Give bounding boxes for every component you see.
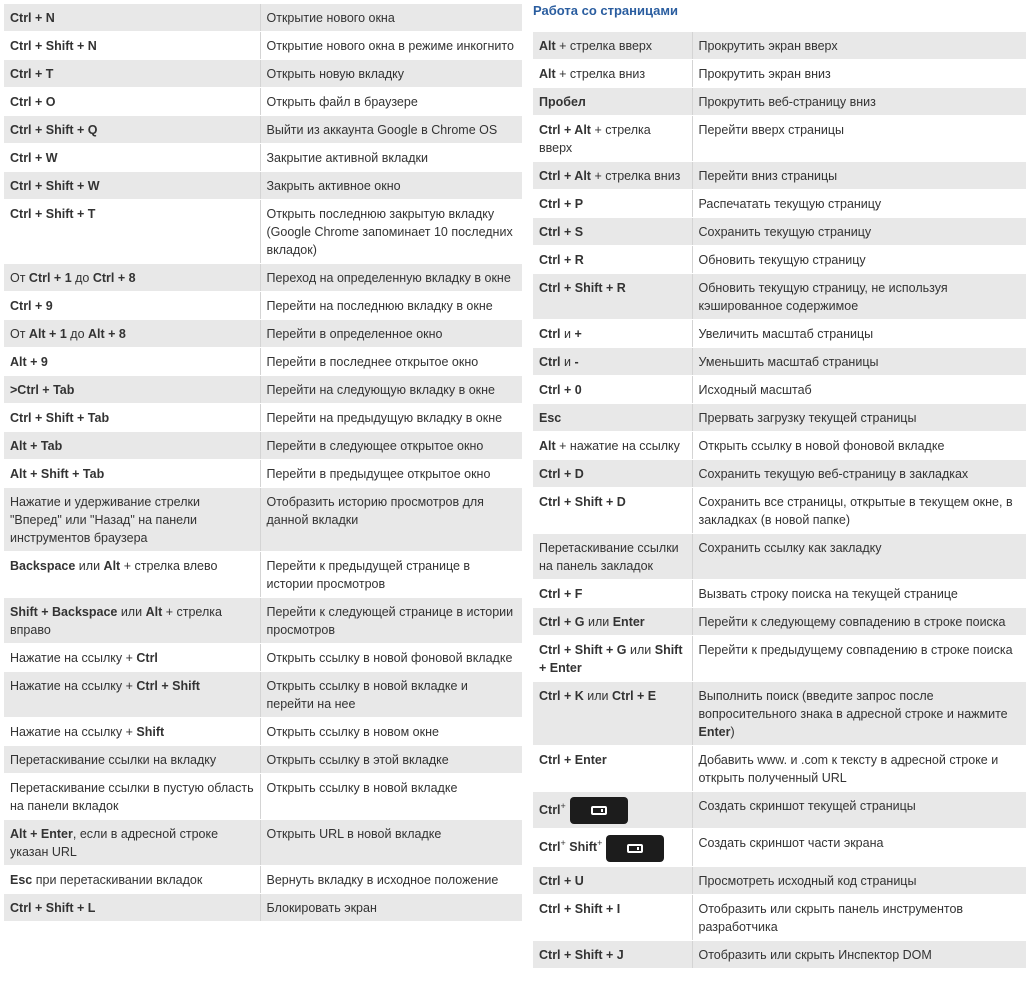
shortcut-description: Вернуть вкладку в исходное положение xyxy=(260,866,522,894)
page-shortcut-row xyxy=(533,608,1026,636)
shortcut-description: Обновить текущую страницу xyxy=(692,246,1026,274)
shortcut-description: Открыть файл в браузере xyxy=(260,88,522,116)
page-shortcut-row xyxy=(533,274,1026,320)
shortcut-description: Увеличить масштаб страницы xyxy=(692,320,1026,348)
general-shortcut-row xyxy=(4,4,522,32)
page-shortcut-row xyxy=(533,746,1026,792)
shortcut-keys: Ctrl + F xyxy=(533,580,692,608)
general-shortcut-row xyxy=(4,718,522,746)
general-shortcut-row xyxy=(4,820,522,866)
page-shortcut-row xyxy=(533,636,1026,682)
general-shortcut-row xyxy=(4,598,522,644)
shortcut-description: Блокировать экран xyxy=(260,894,522,922)
shortcut-keys: Ctrl + Shift + W xyxy=(4,172,260,200)
shortcut-keys: Ctrl + Shift + I xyxy=(533,894,692,940)
shortcut-description: Открыть ссылку в новой вкладке и перейти на нее xyxy=(260,672,522,718)
shortcut-description: Сохранить текущую веб-страницу в закладках xyxy=(692,460,1026,488)
shortcut-description: Уменьшить масштаб страницы xyxy=(692,348,1026,376)
general-shortcut-row xyxy=(4,348,522,376)
page-shortcut-row xyxy=(533,894,1026,940)
shortcut-keys: Ctrl + Shift + T xyxy=(4,200,260,264)
shortcut-keys: Нажатие и удерживание стрелки "Вперед" или "Назад" на панели инструментов браузера xyxy=(4,488,260,552)
shortcut-description: Перейти на предыдущую вкладку в окне xyxy=(260,404,522,432)
shortcut-description: Сохранить текущую страницу xyxy=(692,218,1026,246)
shortcut-keys: Ctrl + Enter xyxy=(533,746,692,792)
screenshot-key-icon xyxy=(570,797,628,824)
shortcut-description: Сохранить ссылку как закладку xyxy=(692,534,1026,580)
shortcut-description: Открыть ссылку в новой фоновой вкладке xyxy=(260,644,522,672)
shortcuts-table-pages xyxy=(533,32,1026,969)
general-shortcut-row xyxy=(4,404,522,432)
shortcut-description: Перейти к следующему совпадению в строке поиска xyxy=(692,608,1026,636)
shortcut-keys: Ctrl + 0 xyxy=(533,376,692,404)
page-shortcut-row xyxy=(533,32,1026,60)
shortcut-description: Перейти в следующее открытое окно xyxy=(260,432,522,460)
shortcut-description: Перейти на последнюю вкладку в окне xyxy=(260,292,522,320)
shortcut-description: Создать скриншот части экрана xyxy=(692,829,1026,866)
shortcut-description: Выйти из аккаунта Google в Chrome OS xyxy=(260,116,522,144)
page-shortcut-row xyxy=(533,432,1026,460)
shortcut-keys: Esc xyxy=(533,404,692,432)
shortcut-description: Перейти вниз страницы xyxy=(692,162,1026,190)
shortcut-keys: Ctrl + Shift + L xyxy=(4,894,260,922)
shortcut-description: Открыть последнюю закрытую вкладку (Google Chrome запоминает 10 последних вкладок) xyxy=(260,200,522,264)
general-shortcut-row xyxy=(4,60,522,88)
shortcut-keys: Ctrl + W xyxy=(4,144,260,172)
page-shortcut-row xyxy=(533,940,1026,968)
general-shortcut-row xyxy=(4,200,522,264)
page-shortcut-row xyxy=(533,580,1026,608)
shortcut-description: Создать скриншот текущей страницы xyxy=(692,792,1026,829)
page-shortcut-row xyxy=(533,190,1026,218)
page-shortcut-row xyxy=(533,488,1026,534)
shortcut-description: Обновить текущую страницу, не используя кэшированное содержимое xyxy=(692,274,1026,320)
general-shortcut-row xyxy=(4,432,522,460)
shortcut-keys: Ctrl + P xyxy=(533,190,692,218)
shortcut-description: Вызвать строку поиска на текущей странице xyxy=(692,580,1026,608)
shortcut-description: Открытие нового окна xyxy=(260,4,522,32)
shortcut-keys: Ctrl + D xyxy=(533,460,692,488)
general-shortcut-row xyxy=(4,264,522,292)
page-shortcut-row xyxy=(533,682,1026,746)
general-shortcut-row xyxy=(4,376,522,404)
page-shortcut-row xyxy=(533,792,1026,829)
screenshot-key-icon xyxy=(606,835,664,862)
shortcut-description: Перейти к предыдущей странице в истории просмотров xyxy=(260,552,522,598)
shortcut-keys: Alt + стрелка вверх xyxy=(533,32,692,60)
shortcut-keys: Ctrl + Alt + стрелка вниз xyxy=(533,162,692,190)
shortcut-description: Переход на определенную вкладку в окне xyxy=(260,264,522,292)
general-shortcut-row xyxy=(4,32,522,60)
page-shortcut-row xyxy=(533,866,1026,894)
shortcut-keys: Ctrl + T xyxy=(4,60,260,88)
general-shortcut-row xyxy=(4,172,522,200)
page-shortcut-row xyxy=(533,460,1026,488)
shortcut-description: Отобразить или скрыть Инспектор DOM xyxy=(692,940,1026,968)
shortcut-description: Выполнить поиск (введите запрос после вопросительного знака в адресной строке и нажмите Enter) xyxy=(692,682,1026,746)
shortcut-keys: От Ctrl + 1 до Ctrl + 8 xyxy=(4,264,260,292)
shortcut-keys: Ctrl+ xyxy=(533,792,692,829)
shortcut-keys: Alt + Tab xyxy=(4,432,260,460)
shortcut-description: Перейти к следующей странице в истории просмотров xyxy=(260,598,522,644)
shortcut-keys: >Ctrl + Tab xyxy=(4,376,260,404)
shortcut-description: Прокрутить экран вниз xyxy=(692,60,1026,88)
page-shortcut-row xyxy=(533,404,1026,432)
shortcut-keys: Ctrl + Shift + R xyxy=(533,274,692,320)
shortcut-description: Закрыть активное окно xyxy=(260,172,522,200)
page-shortcut-row xyxy=(533,88,1026,116)
shortcut-keys: Alt + стрелка вниз xyxy=(533,60,692,88)
right-shortcuts-panel xyxy=(533,3,1026,969)
shortcut-description: Открыть ссылку в этой вкладке xyxy=(260,746,522,774)
shortcut-description: Перейти в определенное окно xyxy=(260,320,522,348)
shortcut-description: Перейти вверх страницы xyxy=(692,116,1026,162)
shortcut-description: Отобразить или скрыть панель инструментов разработчика xyxy=(692,894,1026,940)
shortcut-keys: Ctrl + O xyxy=(4,88,260,116)
general-shortcut-row xyxy=(4,488,522,552)
shortcut-description: Прервать загрузку текущей страницы xyxy=(692,404,1026,432)
shortcut-description: Сохранить все страницы, открытые в текущем окне, в закладках (в новой папке) xyxy=(692,488,1026,534)
page-shortcut-row xyxy=(533,246,1026,274)
shortcut-description: Прокрутить веб-страницу вниз xyxy=(692,88,1026,116)
page-shortcut-row xyxy=(533,829,1026,866)
shortcut-keys: Ctrl + G или Enter xyxy=(533,608,692,636)
page-shortcut-row xyxy=(533,376,1026,404)
shortcut-keys: Ctrl + Shift + Tab xyxy=(4,404,260,432)
general-shortcut-row xyxy=(4,144,522,172)
shortcut-keys: Ctrl + Shift + J xyxy=(533,940,692,968)
shortcut-description: Перейти к предыдущему совпадению в строке поиска xyxy=(692,636,1026,682)
shortcut-description: Открыть ссылку в новой фоновой вкладке xyxy=(692,432,1026,460)
shortcut-keys: Ctrl + N xyxy=(4,4,260,32)
shortcut-description: Перейти в предыдущее открытое окно xyxy=(260,460,522,488)
shortcut-description: Исходный масштаб xyxy=(692,376,1026,404)
shortcut-keys: От Alt + 1 до Alt + 8 xyxy=(4,320,260,348)
general-shortcut-row xyxy=(4,672,522,718)
general-shortcut-row xyxy=(4,644,522,672)
shortcut-keys: Ctrl + R xyxy=(533,246,692,274)
shortcut-keys: Пробел xyxy=(533,88,692,116)
shortcut-keys: Shift + Backspace или Alt + стрелка вправо xyxy=(4,598,260,644)
shortcut-keys: Backspace или Alt + стрелка влево xyxy=(4,552,260,598)
shortcut-keys: Перетаскивание ссылки на вкладку xyxy=(4,746,260,774)
page-shortcut-row xyxy=(533,116,1026,162)
page-shortcut-row xyxy=(533,162,1026,190)
shortcut-description: Прокрутить экран вверх xyxy=(692,32,1026,60)
page-shortcut-row xyxy=(533,534,1026,580)
general-shortcut-row xyxy=(4,292,522,320)
general-shortcut-row xyxy=(4,460,522,488)
shortcut-description: Перейти в последнее открытое окно xyxy=(260,348,522,376)
shortcuts-table-general xyxy=(4,4,522,922)
general-shortcut-row xyxy=(4,116,522,144)
general-shortcut-row xyxy=(4,746,522,774)
shortcut-keys: Нажатие на ссылку + Ctrl xyxy=(4,644,260,672)
shortcut-keys: Ctrl и - xyxy=(533,348,692,376)
shortcut-keys: Ctrl + 9 xyxy=(4,292,260,320)
shortcut-description: Открыть ссылку в новом окне xyxy=(260,718,522,746)
shortcut-keys: Alt + Shift + Tab xyxy=(4,460,260,488)
shortcut-keys: Ctrl и + xyxy=(533,320,692,348)
page-shortcut-row xyxy=(533,218,1026,246)
shortcut-keys: Перетаскивание ссылки в пустую область на панели вкладок xyxy=(4,774,260,820)
shortcut-keys: Нажатие на ссылку + Shift xyxy=(4,718,260,746)
shortcut-keys: Ctrl + Shift + G или Shift + Enter xyxy=(533,636,692,682)
page-shortcut-row xyxy=(533,348,1026,376)
shortcut-keys: Ctrl + U xyxy=(533,866,692,894)
shortcut-keys: Alt + нажатие на ссылку xyxy=(533,432,692,460)
general-shortcut-row xyxy=(4,552,522,598)
general-shortcut-row xyxy=(4,774,522,820)
page-shortcut-row xyxy=(533,320,1026,348)
shortcut-description: Распечатать текущую страницу xyxy=(692,190,1026,218)
general-shortcut-row xyxy=(4,320,522,348)
shortcut-description: Перейти на следующую вкладку в окне xyxy=(260,376,522,404)
section-heading-pages: Работа со страницами xyxy=(533,3,678,18)
shortcut-description: Открыть URL в новой вкладке xyxy=(260,820,522,866)
general-shortcut-row xyxy=(4,88,522,116)
shortcut-keys: Ctrl + Shift + D xyxy=(533,488,692,534)
shortcut-keys: Перетаскивание ссылки на панель закладок xyxy=(533,534,692,580)
shortcut-description: Отобразить историю просмотров для данной вкладки xyxy=(260,488,522,552)
shortcut-keys: Ctrl + K или Ctrl + E xyxy=(533,682,692,746)
shortcut-description: Закрытие активной вкладки xyxy=(260,144,522,172)
shortcut-description: Просмотреть исходный код страницы xyxy=(692,866,1026,894)
shortcut-description: Открытие нового окна в режиме инкогнито xyxy=(260,32,522,60)
general-shortcut-row xyxy=(4,894,522,922)
shortcut-keys: Ctrl+ Shift+ xyxy=(533,829,692,866)
shortcut-keys: Alt + 9 xyxy=(4,348,260,376)
shortcut-keys: Ctrl + Shift + N xyxy=(4,32,260,60)
shortcut-keys: Нажатие на ссылку + Ctrl + Shift xyxy=(4,672,260,718)
shortcut-description: Добавить www. и .com к тексту в адресной строке и открыть полученный URL xyxy=(692,746,1026,792)
shortcut-keys: Ctrl + Alt + стрелка вверх xyxy=(533,116,692,162)
shortcut-keys: Ctrl + Shift + Q xyxy=(4,116,260,144)
shortcut-description: Открыть новую вкладку xyxy=(260,60,522,88)
shortcut-keys: Ctrl + S xyxy=(533,218,692,246)
shortcut-keys: Esc при перетаскивании вкладок xyxy=(4,866,260,894)
page-shortcut-row xyxy=(533,60,1026,88)
left-shortcuts-panel xyxy=(4,4,522,922)
shortcut-description: Открыть ссылку в новой вкладке xyxy=(260,774,522,820)
general-shortcut-row xyxy=(4,866,522,894)
shortcut-keys: Alt + Enter, если в адресной строке указан URL xyxy=(4,820,260,866)
